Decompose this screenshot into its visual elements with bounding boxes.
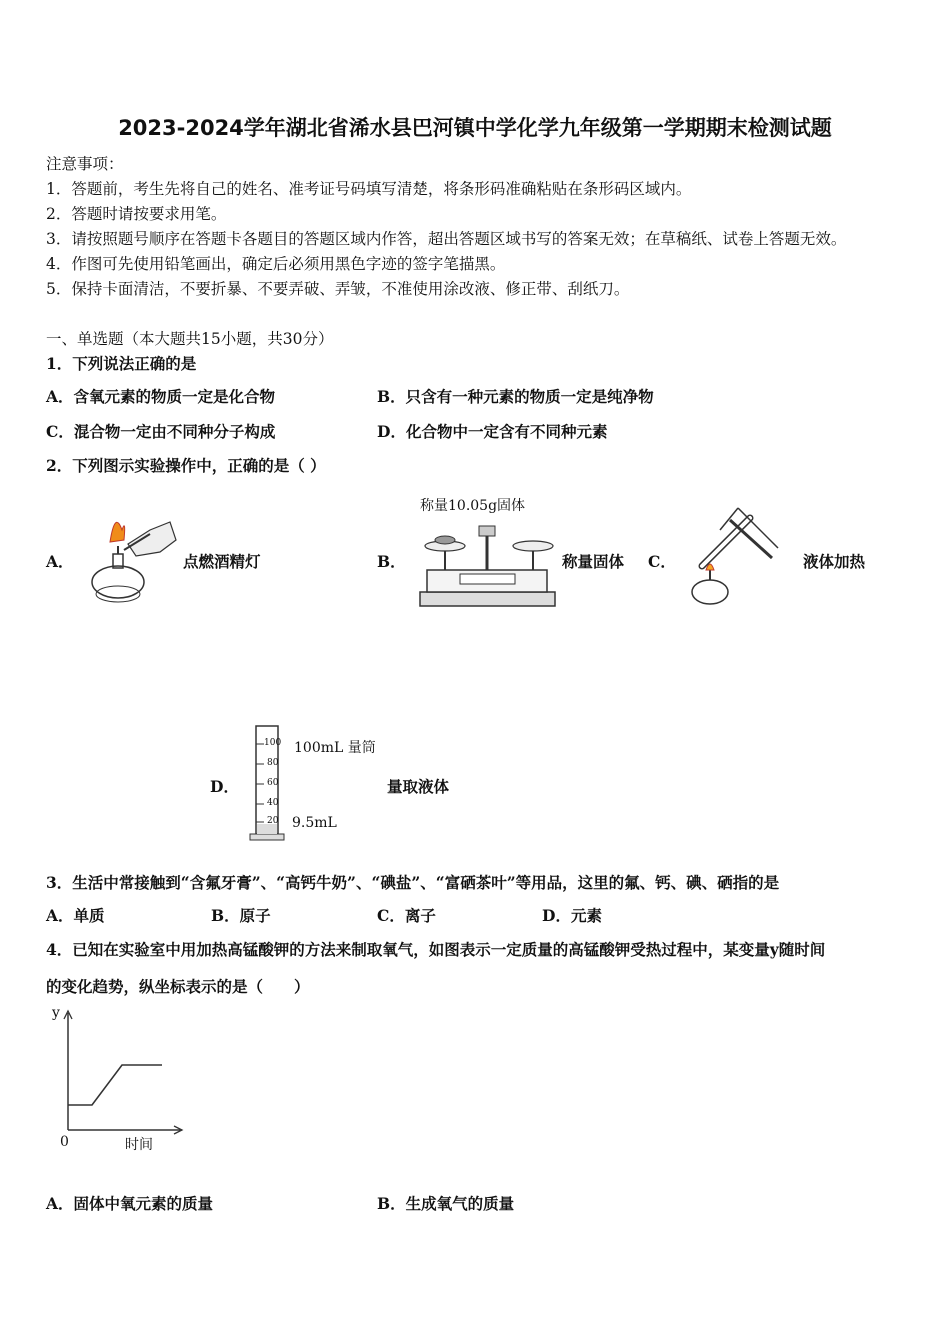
q1-option-d: D．化合物中一定含有不同种元素: [377, 422, 608, 441]
q4-option-a: A．固体中氧元素的质量: [46, 1194, 214, 1213]
q3-option-b: B．原子: [211, 906, 271, 925]
graph-curve: [68, 1065, 162, 1105]
section-heading: 一、单选题（本大题共15小题，共30分）: [46, 330, 334, 348]
notice-item: 1．答题前，考生先将自己的姓名、准考证号码填写清楚，将条形码准确粘贴在条形码区域内。: [46, 180, 692, 198]
cylinder-tick: 80: [267, 758, 279, 768]
q2-c-label: C．: [648, 552, 676, 571]
q2-b-label: B．: [377, 552, 406, 571]
q1-option-c: C．混合物一定由不同种分子构成: [46, 422, 276, 441]
balance-figure: [415, 512, 560, 612]
cylinder-tick: 40: [267, 798, 279, 808]
q1-option-a: A．含氧元素的物质一定是化合物: [46, 387, 276, 406]
graph-y-label: y: [52, 1005, 60, 1021]
q1-stem: 1．下列说法正确的是: [46, 354, 197, 373]
q2-d-text: 量取液体: [387, 777, 450, 796]
q3-stem: 3．生活中常接触到“含氟牙膏”、“高钙牛奶”、“碘盐”、“富硒茶叶”等用品，这里的氟、钙、碘、硒指的是: [46, 873, 780, 892]
q1-option-b: B．只含有一种元素的物质一定是纯净物: [377, 387, 654, 406]
notice-item: 4．作图可先使用铅笔画出，确定后必须用黑色字迹的签字笔描黑。: [46, 255, 506, 273]
q3-option-c: C．离子: [377, 906, 436, 925]
q2-a-label: A．: [46, 552, 74, 571]
q2-b-text: 称量固体: [562, 552, 625, 571]
cylinder-reading: 9.5mL: [292, 815, 337, 831]
q2-a-text: 点燃酒精灯: [183, 552, 261, 571]
q2-c-text: 液体加热: [803, 552, 866, 571]
graph-origin-label: 0: [60, 1134, 69, 1150]
q3-option-a: A．单质: [46, 906, 105, 925]
alcohol-lamp-lighting-figure: [80, 500, 180, 610]
q4-stem-line2: 的变化趋势，纵坐标表示的是（ ）: [46, 977, 310, 996]
q4-option-b: B．生成氧气的质量: [377, 1194, 515, 1213]
notice-item: 3．请按照题号顺序在答题卡各题目的答题区域内作答，超出答题区域书写的答案无效；在草稿纸、试卷上答题无效。: [46, 230, 847, 248]
cylinder-tick: 100: [264, 738, 282, 748]
cylinder-tick: 60: [267, 778, 279, 788]
q2-stem: 2．下列图示实验操作中，正确的是（ ）: [46, 456, 326, 475]
graph-x-label: 时间: [125, 1137, 153, 1153]
q3-option-d: D．元素: [542, 906, 602, 925]
page-title: 2023-2024学年湖北省浠水县巴河镇中学化学九年级第一学期期末检测试题: [118, 116, 832, 140]
notice-item: 2．答题时请按要求用笔。: [46, 205, 227, 223]
q4-stem-line1: 4．已知在实验室中用加热高锰酸钾的方法来制取氧气，如图表示一定质量的高锰酸钾受热过程中，某变量y随时间: [46, 940, 826, 959]
liquid-heating-figure: [680, 500, 800, 612]
q2-b-caption: 称量10.05g固体: [420, 498, 526, 514]
cylinder-tick: 20: [267, 816, 279, 826]
q2-d-label: D．: [210, 777, 239, 796]
q4-graph: [40, 1005, 190, 1155]
notice-heading: 注意事项：: [46, 155, 124, 173]
notice-item: 5．保持卡面清洁，不要折暴、不要弄破、弄皱，不准使用涂改液、修正带、刮纸刀。: [46, 280, 630, 298]
cylinder-title: 100mL 量筒: [294, 740, 376, 756]
